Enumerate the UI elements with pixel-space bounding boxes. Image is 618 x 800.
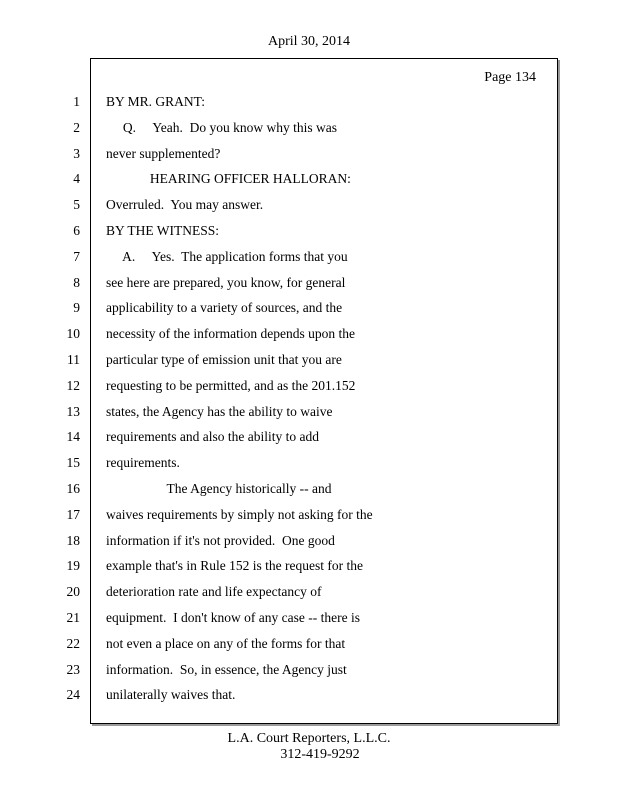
- transcript-line: [0, 657, 618, 683]
- line-text: states, the Agency has the ability to waive: [106, 403, 333, 419]
- transcript-line: [0, 192, 618, 218]
- transcript-line: [0, 528, 618, 554]
- line-number: 2: [73, 119, 80, 135]
- line-text: requirements and also the ability to add: [106, 429, 319, 445]
- transcript-line: [0, 605, 618, 631]
- transcript-line: [0, 631, 618, 657]
- line-number: 20: [66, 584, 80, 600]
- transcript-line: [0, 89, 618, 115]
- line-text: Overruled. You may answer.: [106, 197, 264, 213]
- line-text: The Agency historically -- and: [106, 480, 332, 496]
- line-text: BY MR. GRANT:: [106, 94, 205, 109]
- transcript-line: [0, 553, 618, 579]
- line-number: 14: [66, 429, 80, 445]
- transcript-line: [0, 424, 618, 450]
- line-text: necessity of the information depends upon the: [106, 326, 355, 342]
- transcript-line: [0, 321, 618, 347]
- line-number: 8: [73, 274, 80, 290]
- transcript-line: [0, 115, 618, 141]
- line-text: requesting to be permitted, and as the 201.152: [106, 377, 356, 393]
- line-number: 23: [66, 661, 80, 677]
- transcript-line: [0, 579, 618, 605]
- line-number: 11: [67, 351, 80, 367]
- transcript-line: [0, 373, 618, 399]
- line-number: 22: [66, 635, 80, 651]
- transcript-line: [0, 244, 618, 270]
- line-text: information if it's not provided. One good: [106, 532, 335, 548]
- line-number: 15: [66, 455, 80, 471]
- line-text: example that's in Rule 152 is the request for the: [106, 558, 363, 574]
- line-text: HEARING OFFICER HALLORAN:: [106, 171, 351, 187]
- line-text: Q. Yeah. Do you know why this was: [106, 119, 338, 135]
- line-text: requirements.: [106, 455, 180, 471]
- transcript-date: April 30, 2014: [267, 34, 351, 49]
- line-number: 13: [66, 403, 80, 419]
- transcript-line: [0, 502, 618, 528]
- transcript-line: [0, 682, 618, 708]
- court-reporter-name: L.A. Court Reporters, L.L.C.: [227, 731, 391, 746]
- line-text: see here are prepared, you know, for general: [106, 274, 346, 290]
- transcript-line: [0, 450, 618, 476]
- line-text: deterioration rate and life expectancy of: [106, 584, 322, 600]
- line-number: 4: [73, 171, 80, 187]
- transcript-line: [0, 347, 618, 373]
- transcript-line: [0, 399, 618, 425]
- line-number: 18: [66, 532, 80, 548]
- line-text: not even a place on any of the forms for that: [106, 635, 346, 651]
- line-text: never supplemented?: [106, 145, 221, 161]
- line-text: equipment. I don't know of any case -- there is: [106, 609, 360, 625]
- line-number: 6: [73, 222, 80, 238]
- line-number: 19: [66, 558, 80, 574]
- line-text: applicability to a variety of sources, and the: [106, 300, 343, 316]
- line-number: 5: [73, 197, 80, 213]
- transcript-line: [0, 270, 618, 296]
- line-number: 7: [73, 248, 80, 264]
- line-text: unilaterally waives that.: [106, 687, 236, 703]
- line-text: particular type of emission unit that you are: [106, 351, 342, 367]
- line-text: information. So, in essence, the Agency just: [106, 661, 347, 677]
- transcript-line: [0, 166, 618, 192]
- line-text: A. Yes. The application forms that you: [106, 248, 348, 264]
- line-number: 9: [73, 300, 80, 316]
- transcript-line: [0, 218, 618, 244]
- court-reporter-phone: 312-419-9292: [280, 747, 360, 762]
- line-number: 3: [73, 145, 80, 161]
- line-number: 24: [66, 687, 80, 703]
- line-text: waives requirements by simply not asking for the: [106, 506, 373, 522]
- line-number: 1: [73, 94, 80, 109]
- transcript-lines: [0, 89, 618, 708]
- line-number: 10: [66, 326, 80, 342]
- page-number: Page 134: [484, 70, 536, 85]
- line-number: 17: [66, 506, 80, 522]
- transcript-line: [0, 141, 618, 167]
- line-text: BY THE WITNESS:: [106, 222, 220, 238]
- line-number: 16: [66, 480, 80, 496]
- transcript-line: [0, 476, 618, 502]
- line-number: 21: [66, 609, 80, 625]
- line-number: 12: [66, 377, 80, 393]
- transcript-line: [0, 295, 618, 321]
